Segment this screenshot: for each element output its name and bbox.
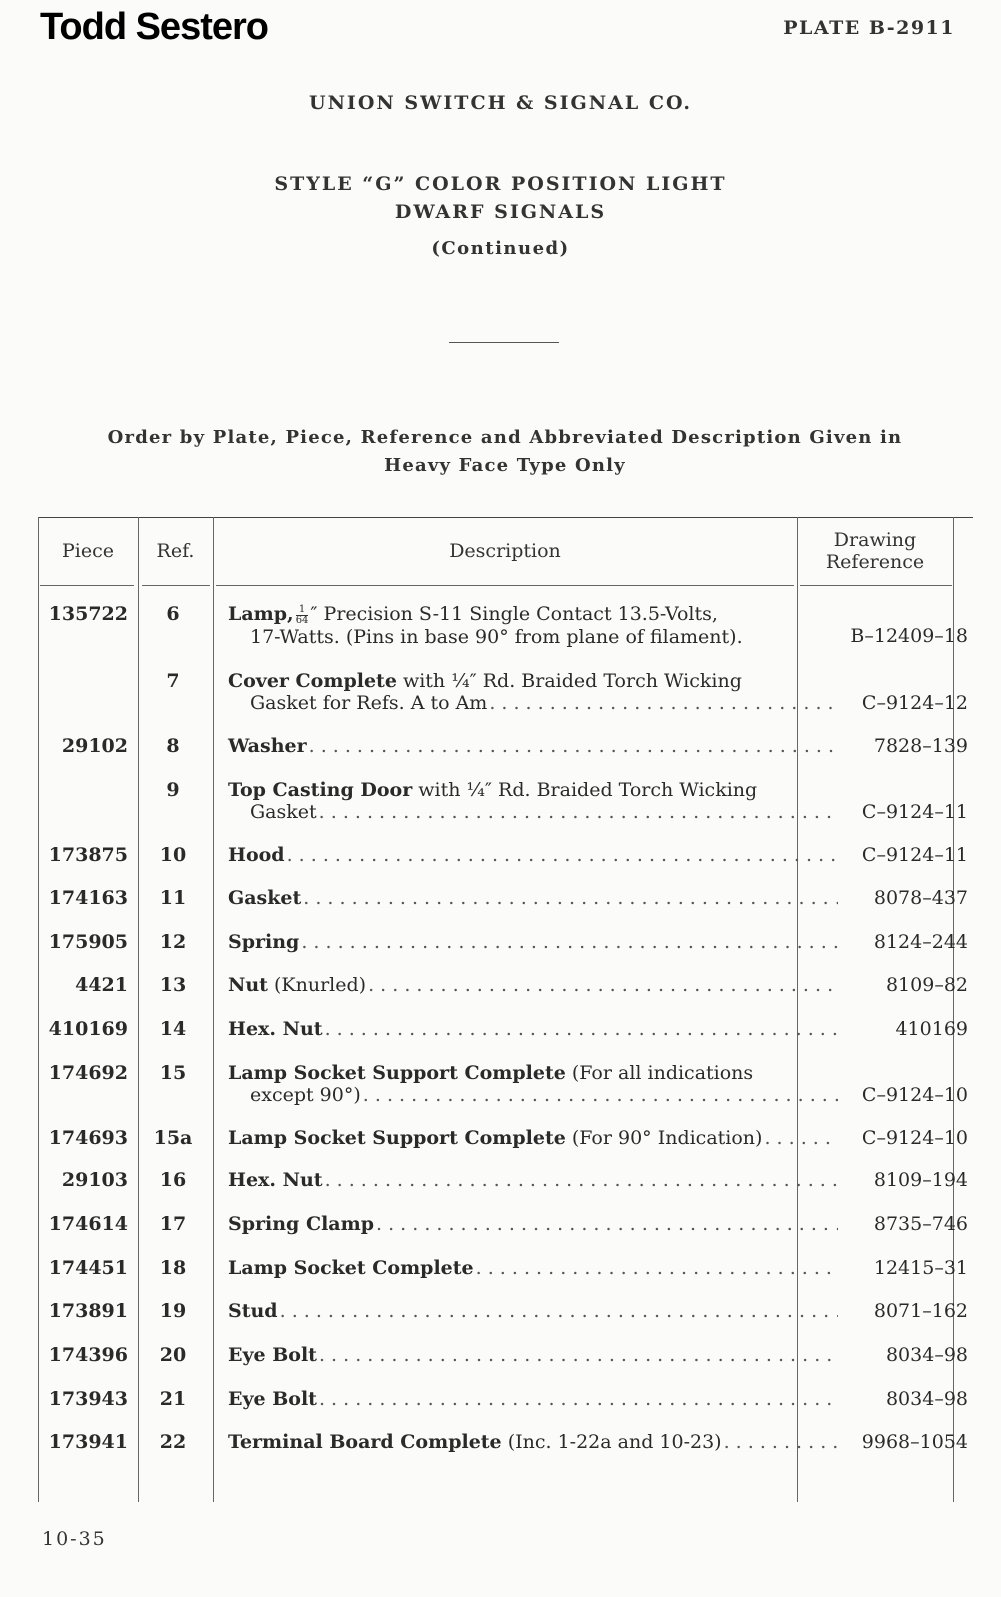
ref-number: 13 bbox=[159, 974, 187, 996]
description bbox=[228, 1257, 838, 1279]
part-detail: (Knurled) bbox=[267, 974, 367, 996]
dot-leader bbox=[376, 1213, 838, 1235]
fraction bbox=[296, 605, 309, 626]
header-underline bbox=[40, 585, 134, 586]
drawing-reference: C–9124–10 bbox=[861, 1084, 968, 1106]
fraction-denominator: 64 bbox=[295, 614, 309, 626]
dot-leader bbox=[309, 735, 838, 757]
part-detail: ″ Precision S-11 Single Contact 13.5-Volts, bbox=[310, 603, 718, 625]
ref-number: 7 bbox=[166, 670, 180, 692]
title-line-1: STYLE “G” COLOR POSITION LIGHT bbox=[274, 173, 727, 195]
description bbox=[228, 779, 838, 823]
description-text bbox=[228, 779, 757, 801]
ref-number: 10 bbox=[159, 844, 187, 866]
drawing-reference: 7828–139 bbox=[873, 735, 968, 757]
description bbox=[228, 1062, 838, 1106]
part-name: Gasket bbox=[228, 887, 302, 909]
part-name: Hood bbox=[228, 844, 285, 866]
description-line bbox=[228, 603, 838, 626]
description-line bbox=[228, 1300, 838, 1322]
part-detail: (For 90° Indication) bbox=[565, 1127, 763, 1149]
header-underline bbox=[800, 585, 952, 586]
piece-number: 175905 bbox=[48, 931, 128, 953]
part-name: Top Casting Door bbox=[228, 779, 413, 801]
drawing-reference: C–9124–11 bbox=[861, 801, 968, 823]
description bbox=[228, 1018, 838, 1040]
drawing-reference: 8124–244 bbox=[873, 931, 968, 953]
description-text bbox=[228, 1127, 762, 1149]
piece-number: 174692 bbox=[48, 1062, 128, 1084]
description bbox=[228, 1300, 838, 1322]
drawing-reference: 12415–31 bbox=[873, 1257, 968, 1279]
part-name: Eye Bolt bbox=[228, 1344, 317, 1366]
dot-leader bbox=[319, 1388, 838, 1410]
piece-number: 173941 bbox=[48, 1431, 128, 1453]
dot-leader bbox=[368, 974, 838, 996]
part-name: Lamp Socket Support Complete bbox=[228, 1127, 566, 1149]
part-detail: (For all indications bbox=[565, 1062, 754, 1084]
drawing-reference: 8034–98 bbox=[885, 1388, 968, 1410]
dot-leader bbox=[301, 931, 838, 953]
description-text bbox=[228, 1388, 317, 1410]
drawing-reference: C–9124–11 bbox=[861, 844, 968, 866]
column-header-piece: Piece bbox=[62, 540, 114, 562]
header-underline bbox=[142, 585, 210, 586]
description-continuation bbox=[228, 692, 838, 714]
ref-number: 15a bbox=[153, 1127, 193, 1149]
dot-leader bbox=[325, 1018, 838, 1040]
continuation-text: 17-Watts. (Pins in base 90° from plane of filament). bbox=[250, 625, 743, 648]
description-line bbox=[228, 1431, 838, 1453]
description bbox=[228, 1431, 838, 1453]
piece-number: 174451 bbox=[48, 1257, 128, 1279]
part-name: Hex. Nut bbox=[228, 1018, 323, 1040]
description-line bbox=[228, 1062, 838, 1084]
piece-number: 173875 bbox=[48, 844, 128, 866]
ref-number: 11 bbox=[159, 887, 187, 909]
piece-number: 174693 bbox=[48, 1127, 128, 1149]
drawing-reference: 410169 bbox=[895, 1018, 968, 1040]
ref-number: 17 bbox=[159, 1213, 187, 1235]
dot-leader bbox=[280, 1300, 838, 1322]
dot-leader bbox=[363, 1084, 838, 1106]
description-line bbox=[228, 670, 838, 692]
dot-leader bbox=[476, 1257, 838, 1279]
piece-number: 173891 bbox=[48, 1300, 128, 1322]
part-name: Eye Bolt bbox=[228, 1388, 317, 1410]
description-line bbox=[228, 735, 838, 757]
part-name: Stud bbox=[228, 1300, 278, 1322]
drawing-reference: 8078–437 bbox=[873, 887, 968, 909]
part-name: Spring Clamp bbox=[228, 1213, 374, 1235]
plate-number: PLATE B-2911 bbox=[783, 17, 955, 39]
description-line bbox=[228, 931, 838, 953]
description bbox=[228, 1388, 838, 1410]
divider-rule bbox=[449, 342, 559, 343]
part-name: Hex. Nut bbox=[228, 1169, 323, 1191]
part-name: Lamp Socket Complete bbox=[228, 1257, 474, 1279]
description bbox=[228, 887, 838, 909]
description bbox=[228, 1344, 838, 1366]
dot-leader bbox=[489, 692, 838, 714]
piece-number: 29103 bbox=[61, 1169, 128, 1191]
part-name: Lamp, bbox=[228, 603, 294, 625]
description bbox=[228, 974, 838, 996]
drawing-reference: 8109–194 bbox=[873, 1169, 968, 1191]
dot-leader bbox=[303, 887, 838, 909]
dot-leader bbox=[325, 1169, 838, 1191]
description-text bbox=[228, 1300, 278, 1322]
continuation-text: Gasket for Refs. A to Am bbox=[250, 692, 488, 714]
column-header-drawing-reference bbox=[797, 517, 953, 585]
column-header-ref: Ref. bbox=[156, 540, 195, 562]
description-line bbox=[228, 1018, 838, 1040]
description bbox=[228, 670, 838, 714]
part-name: Nut bbox=[228, 974, 268, 996]
ref-number: 12 bbox=[159, 931, 187, 953]
piece-number: 174396 bbox=[48, 1344, 128, 1366]
column-header-description: Description bbox=[449, 540, 561, 562]
description-line bbox=[228, 1169, 838, 1191]
description-text bbox=[228, 931, 299, 953]
description bbox=[228, 1127, 838, 1149]
description-text bbox=[228, 887, 301, 909]
description-line bbox=[228, 887, 838, 909]
watermark: Todd Sestero bbox=[40, 6, 268, 48]
ref-number: 19 bbox=[159, 1300, 187, 1322]
header-underline bbox=[216, 585, 794, 586]
description bbox=[228, 735, 838, 757]
description bbox=[228, 603, 838, 648]
drawing-reference: 8735–746 bbox=[873, 1213, 968, 1235]
order-instruction bbox=[70, 424, 940, 480]
drawing-reference: 8109–82 bbox=[885, 974, 968, 996]
description bbox=[228, 931, 838, 953]
piece-number: 174163 bbox=[48, 887, 128, 909]
part-name: Cover Complete bbox=[228, 670, 397, 692]
ref-number: 15 bbox=[159, 1062, 187, 1084]
document-title bbox=[0, 170, 1001, 226]
drawing-reference: C–9124–12 bbox=[861, 692, 968, 714]
instruction-line-1: Order by Plate, Piece, Reference and Abbreviated Description Given in bbox=[107, 427, 903, 448]
part-name: Spring bbox=[228, 931, 300, 953]
description-line bbox=[228, 844, 838, 866]
part-name: Washer bbox=[228, 735, 307, 757]
description bbox=[228, 844, 838, 866]
description-line bbox=[228, 1213, 838, 1235]
ref-number: 16 bbox=[159, 1169, 187, 1191]
dot-leader bbox=[319, 801, 838, 823]
ref-number: 22 bbox=[159, 1431, 187, 1453]
page-number: 10-35 bbox=[42, 1528, 107, 1550]
piece-number: 4421 bbox=[75, 974, 128, 996]
description-line bbox=[228, 779, 838, 801]
description bbox=[228, 1213, 838, 1235]
fraction-numerator: 1 bbox=[296, 605, 309, 616]
title-line-2: DWARF SIGNALS bbox=[394, 201, 607, 223]
part-detail: (Inc. 1-22a and 10-23) bbox=[501, 1431, 722, 1453]
column-divider bbox=[213, 517, 214, 1502]
continuation-text: Gasket bbox=[250, 801, 317, 823]
description-text bbox=[228, 974, 366, 996]
description-text bbox=[228, 844, 285, 866]
description bbox=[228, 1169, 838, 1191]
part-detail: with ¼″ Rd. Braided Torch Wicking bbox=[412, 779, 758, 801]
piece-number: 135722 bbox=[48, 603, 128, 625]
dot-leader bbox=[287, 844, 838, 866]
continuation-text: except 90°) bbox=[250, 1084, 361, 1106]
ref-number: 20 bbox=[159, 1344, 187, 1366]
drawing-reference: C–9124–10 bbox=[861, 1127, 968, 1149]
parts-table bbox=[38, 517, 973, 1502]
description-line bbox=[228, 1388, 838, 1410]
instruction-line-2: Heavy Face Type Only bbox=[384, 455, 626, 476]
description-text bbox=[228, 1062, 753, 1084]
part-detail: with ¼″ Rd. Braided Torch Wicking bbox=[396, 670, 742, 692]
piece-number: 29102 bbox=[61, 735, 128, 757]
description-text bbox=[228, 603, 718, 625]
drawing-reference: 8071–162 bbox=[873, 1300, 968, 1322]
part-name: Terminal Board Complete bbox=[228, 1431, 502, 1453]
ref-number: 6 bbox=[166, 603, 180, 625]
document-subtitle: (Continued) bbox=[431, 238, 570, 259]
description-line bbox=[228, 1344, 838, 1366]
description-text bbox=[228, 1018, 323, 1040]
description-text bbox=[228, 1169, 323, 1191]
drawing-header-line-2: Reference bbox=[825, 551, 925, 573]
description-line bbox=[228, 1127, 838, 1149]
piece-number: 173943 bbox=[48, 1388, 128, 1410]
description-continuation bbox=[228, 1084, 838, 1106]
drawing-reference: 8034–98 bbox=[885, 1344, 968, 1366]
description-text bbox=[228, 1344, 317, 1366]
drawing-header-line-1: Drawing bbox=[833, 529, 917, 551]
drawing-reference: 9968–1054 bbox=[861, 1431, 968, 1453]
description-line bbox=[228, 974, 838, 996]
company-name: UNION SWITCH & SIGNAL CO. bbox=[309, 92, 692, 114]
description-text bbox=[228, 1431, 722, 1453]
piece-number: 174614 bbox=[48, 1213, 128, 1235]
ref-number: 18 bbox=[159, 1257, 187, 1279]
piece-number: 410169 bbox=[48, 1018, 128, 1040]
description-text bbox=[228, 1257, 474, 1279]
dot-leader bbox=[319, 1344, 838, 1366]
description-text bbox=[228, 735, 307, 757]
description-text bbox=[228, 1213, 374, 1235]
ref-number: 14 bbox=[159, 1018, 187, 1040]
description-line bbox=[228, 1257, 838, 1279]
part-name: Lamp Socket Support Complete bbox=[228, 1062, 566, 1084]
drawing-reference: B–12409–18 bbox=[850, 625, 968, 647]
ref-number: 8 bbox=[166, 735, 180, 757]
column-divider bbox=[138, 517, 139, 1502]
description-text bbox=[228, 670, 742, 692]
ref-number: 21 bbox=[159, 1388, 187, 1410]
ref-number: 9 bbox=[166, 779, 180, 801]
description-continuation bbox=[228, 626, 838, 648]
description-continuation bbox=[228, 801, 838, 823]
